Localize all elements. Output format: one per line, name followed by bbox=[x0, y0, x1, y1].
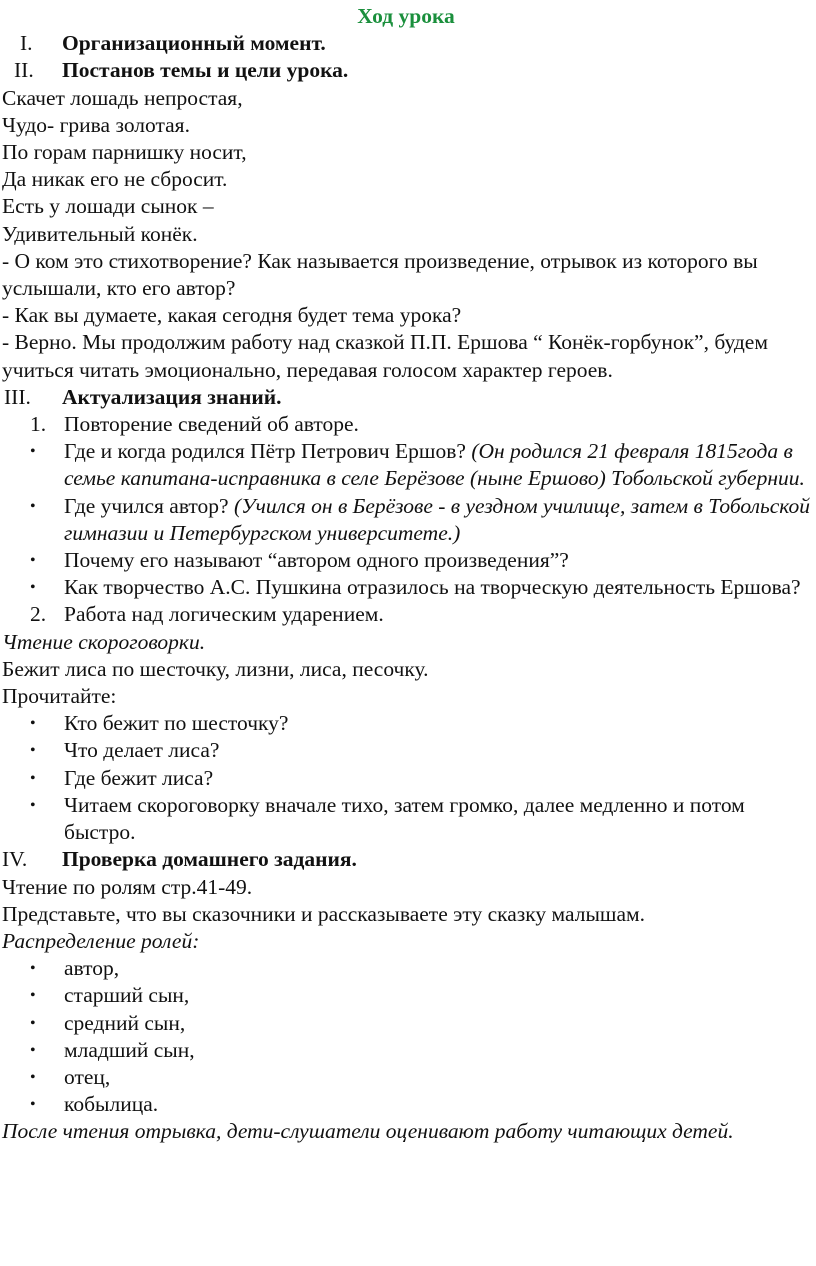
bullet-icon: • bbox=[30, 497, 36, 515]
role-text: отец, bbox=[64, 1064, 111, 1089]
list-item bbox=[0, 710, 812, 737]
read-prompt: Прочитайте: bbox=[2, 684, 117, 709]
intro-question: - Как вы думаете, какая сегодня будет тема урока? bbox=[2, 303, 462, 328]
role-text: старший сын, bbox=[64, 983, 190, 1008]
section-number: II. bbox=[14, 58, 34, 83]
section-heading-1 bbox=[0, 30, 812, 57]
role-item bbox=[0, 982, 812, 1009]
item-text: Работа над логическим ударением. bbox=[64, 602, 384, 627]
question-text: Почему его называют “автором одного произведения”? bbox=[64, 548, 569, 573]
section-heading-2 bbox=[0, 57, 812, 84]
bullet-icon: • bbox=[30, 579, 36, 597]
poem-line: Да никак его не сбросит. bbox=[2, 167, 228, 192]
task-text: Где бежит лиса? bbox=[64, 765, 214, 790]
closing-note: После чтения отрывка, дети-слушатели оценивают работу читающих детей. bbox=[2, 1119, 734, 1144]
list-item bbox=[0, 574, 812, 601]
section-title: Организационный момент. bbox=[62, 31, 326, 56]
numbered-item-2 bbox=[0, 601, 812, 628]
answer-text: (Учился он в Берёзове - в уездном училище, затем в Тобольской гимназии и Петербургском университете.) bbox=[64, 493, 811, 545]
list-item bbox=[0, 547, 812, 574]
role-item bbox=[0, 955, 812, 982]
section-heading-3 bbox=[0, 384, 812, 411]
role-item bbox=[0, 1064, 812, 1091]
section-number: III. bbox=[4, 384, 31, 409]
page-title: Ход урока bbox=[357, 4, 455, 28]
bullet-icon: • bbox=[30, 796, 36, 814]
bullet-icon: • bbox=[30, 987, 36, 1005]
task-text: Читаем скороговорку вначале тихо, затем громко, далее медленно и потом быстро. bbox=[64, 792, 745, 845]
role-item bbox=[0, 1010, 812, 1037]
bullet-icon: • bbox=[30, 960, 36, 978]
section-title: Проверка домашнего задания. bbox=[62, 847, 357, 872]
list-item bbox=[0, 438, 812, 492]
poem-line: Удивительный конёк. bbox=[2, 221, 198, 246]
bullet-icon: • bbox=[30, 769, 36, 787]
role-item bbox=[0, 1037, 812, 1064]
section-title: Постанов темы и цели урока. bbox=[62, 58, 349, 83]
role-text: средний сын, bbox=[64, 1010, 186, 1035]
section-heading-4 bbox=[0, 846, 812, 873]
intro-question: - Верно. Мы продолжим работу над сказкой П.П. Ершова “ Конёк-горбунок”, будем учиться читать эмоционально, передавая голосом характер героев. bbox=[2, 330, 768, 382]
intro-question: - О ком это стихотворение? Как называется произведение, отрывок из которого вы услышали, кто его автор? bbox=[2, 248, 758, 301]
numbered-item-1 bbox=[0, 411, 812, 438]
tongue-twister-label: Чтение скороговорки. bbox=[2, 629, 206, 654]
task-text: Что делает лиса? bbox=[64, 738, 220, 763]
question-text: Где учился автор? bbox=[64, 493, 234, 518]
bullet-icon: • bbox=[30, 715, 36, 733]
bullet-icon: • bbox=[30, 443, 36, 461]
bullet-icon: • bbox=[30, 1041, 36, 1059]
section-title: Актуализация знаний. bbox=[62, 384, 282, 409]
role-text: младший сын, bbox=[64, 1037, 195, 1062]
roles-label: Распределение ролей: bbox=[2, 928, 200, 953]
homework-reading: Чтение по ролям стр.41-49. bbox=[2, 874, 253, 899]
tongue-twister: Бежит лиса по шесточку, лизни, лиса, песочку. bbox=[2, 656, 429, 681]
question-text: Как творчество А.С. Пушкина отразилось на творческую деятельность Ершова? bbox=[64, 575, 801, 600]
question-text: Где и когда родился Пётр Петрович Ершов? bbox=[64, 439, 472, 464]
bullet-icon: • bbox=[30, 1096, 36, 1114]
bullet-icon: • bbox=[30, 1068, 36, 1086]
section-number: I. bbox=[20, 31, 33, 56]
list-item bbox=[0, 765, 812, 792]
poem-line: Скачет лошадь непростая, bbox=[2, 85, 243, 110]
answer-text: (Он родился 21 февраля 1815года в семье капитана-исправника в селе Берёзове (ныне Ершово) Тобольской губернии. bbox=[64, 439, 805, 491]
item-number: 2. bbox=[30, 602, 47, 627]
task-text: Кто бежит по шесточку? bbox=[64, 711, 289, 736]
item-number: 1. bbox=[30, 412, 47, 437]
section-number: IV. bbox=[2, 847, 28, 872]
homework-imagine: Представьте, что вы сказочники и рассказываете эту сказку малышам. bbox=[2, 901, 645, 926]
role-item bbox=[0, 1091, 812, 1118]
list-item bbox=[0, 792, 812, 846]
list-item bbox=[0, 737, 812, 764]
role-text: автор, bbox=[64, 956, 120, 981]
item-text: Повторение сведений об авторе. bbox=[64, 412, 359, 437]
poem-line: Есть у лошади сынок – bbox=[2, 194, 214, 219]
poem-line: По горам парнишку носит, bbox=[2, 140, 247, 165]
bullet-icon: • bbox=[30, 552, 36, 570]
poem-line: Чудо- грива золотая. bbox=[2, 112, 190, 137]
poem bbox=[0, 85, 812, 248]
bullet-icon: • bbox=[30, 742, 36, 760]
bullet-icon: • bbox=[30, 1014, 36, 1032]
role-text: кобылица. bbox=[64, 1092, 159, 1117]
list-item bbox=[0, 493, 812, 547]
